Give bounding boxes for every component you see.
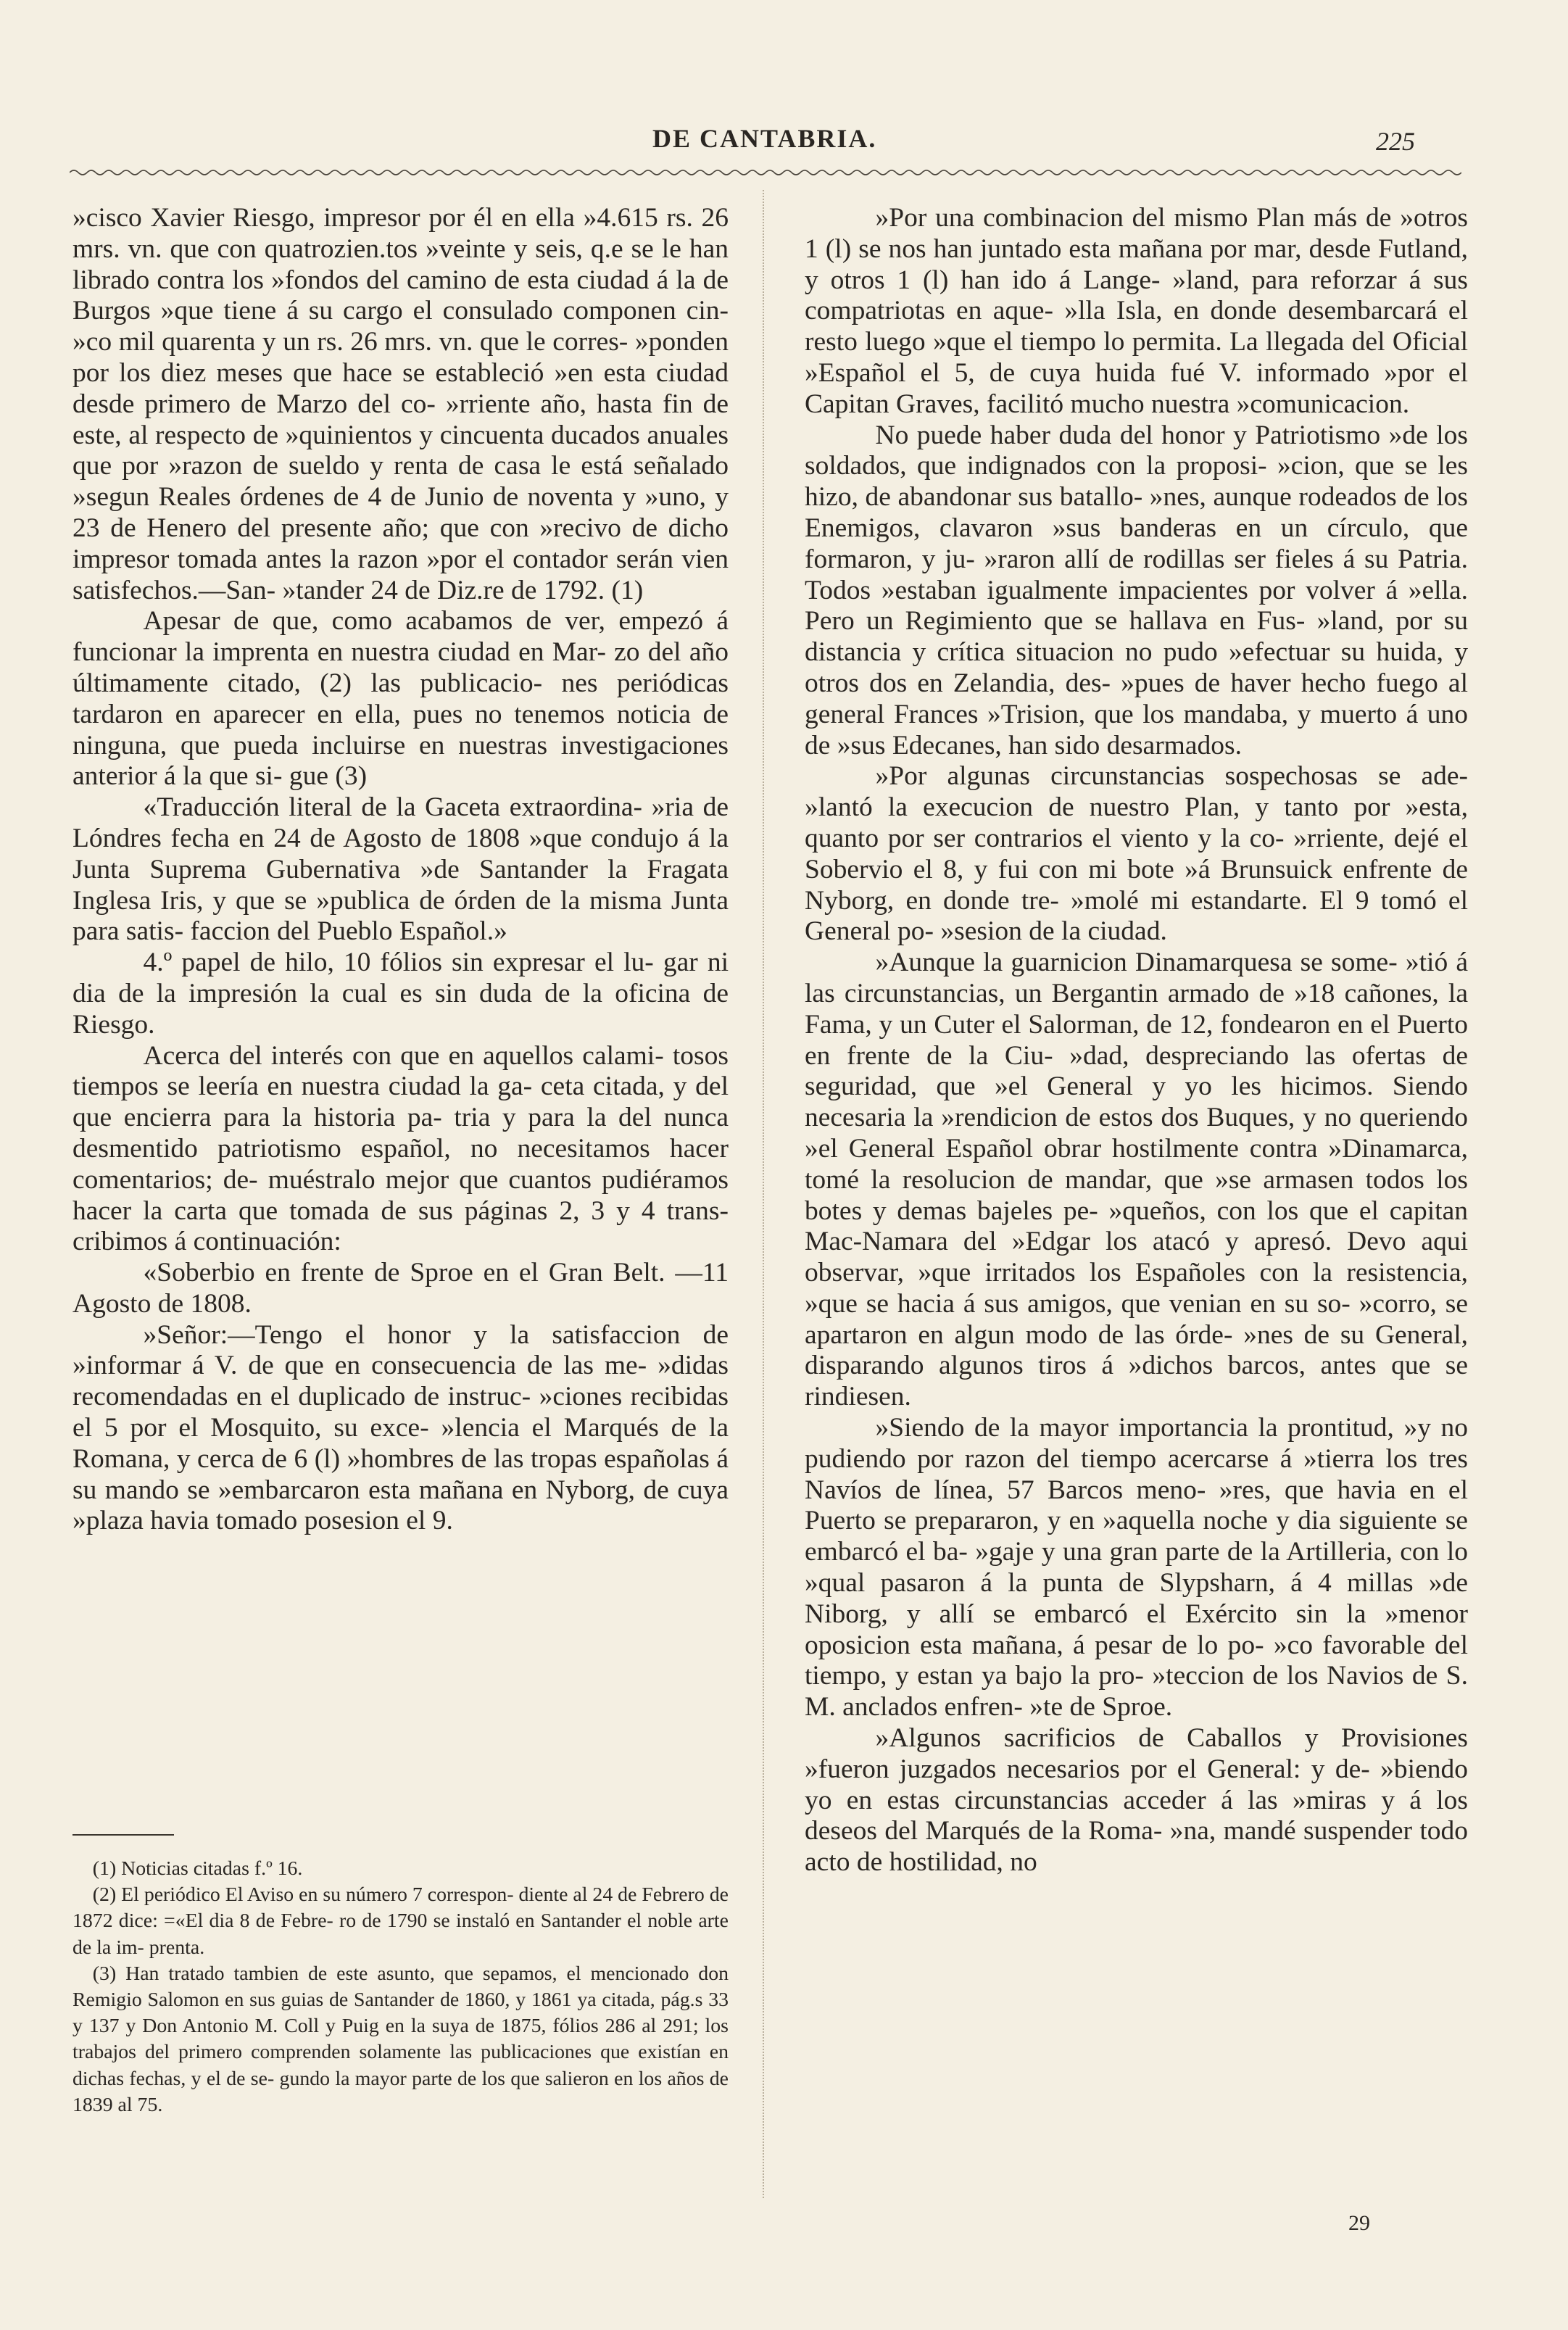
footnote-2: (2) El periódico El Aviso en su número 7 correspon- diente al 24 de Febrero de 1872 dice: =«El dia 8 de Febre- ro de 1790 se instaló en Santander el noble arte de la im- prenta. [72,1883,729,1959]
right-paragraph-3: »Por algunas circunstancias sospechosas se ade- »lantó la execucion de nuestro Plan, y tanto por »esta, quanto por ser contrarios el viento y la co- »rriente, dejé el Sobervio el 8, y fui con mi bote »á Brunsuick enfrente de Nyborg, en donde tre- »molé mi estandarte. El 9 tomó el General po- »sesion de la ciudad. [805,761,1468,947]
left-paragraph-5: Acerca del interés con que en aquellos calami- tosos tiempos se leería en nuestra ciudad la ga- ceta citada, y del que encierra para la historia pa- tria y para la del nunca desmentido patriotismo español, no necesitamos hacer comentarios; de- muéstralo mejor que cuantos pudiéramos hacer la carta que tomada de sus páginas 2, 3 y 4 trans- cribimos á continuación: [72,1040,729,1257]
left-paragraph-7: »Señor:—Tengo el honor y la satisfaccion de »informar á V. de que en consecuencia de las me- »didas recomendadas en el duplicado de instruc- »ciones recibidas el 5 por el Mosquito, su exce- »lencia el Marqués de la Romana, y cerca de 6 (l) »hombres de las tropas españolas á su mando se »embarcaron esta mañana en Nyborg, de cuya »plaza havia tomado posesion el 9. [72,1319,729,1536]
footnote-3: (3) Han tratado tambien de este asunto, que sepamos, el mencionado don Remigio Salomon en sus guias de Santander de 1860, y 1861 ya citada, pág.s 33 y 137 y Don Antonio M. Coll y Puig en la suya de 1875, fólios 286 al 291; los trabajos del primero comprenden solamente las publicaciones que existían en dichas fechas, y el de se- gundo la mayor parte de los que salieron en los años de 1839 al 75. [72,1962,729,2116]
left-paragraph-4: 4.º papel de hilo, 10 fólios sin expresar el lu- gar ni dia de la impresión la cual es sin duda de la oficina de Riesgo. [72,948,729,1040]
footnote-rule [72,1834,174,1836]
right-paragraph-6: »Algunos sacrificios de Caballos y Provisiones »fueron juzgados necesarios por el General: y de- »biendo yo en estas circunstancias acceder á las »miras y á los deseos del Marqués de la Roma- »na, mandé suspender todo acto de hostilidad, no [805,1723,1468,1878]
left-paragraph-6: «Soberbio en frente de Sproe en el Gran Belt. —11 Agosto de 1808. [72,1258,729,1319]
left-paragraph-2: Apesar de que, como acabamos de ver, empezó á funcionar la imprenta en nuestra ciudad en Mar- zo del año últimamente citado, (2) las publicacio- nes periódicas tardaron en aparecer en ella, pues no tenemos noticia de ninguna, que pueda incluirse en nuestras investigaciones anterior á la que si- gue (3) [72,606,729,792]
footnote-1: (1) Noticias citadas f.º 16. [92,1857,303,1880]
left-column [72,203,729,1537]
signature-mark: 29 [1348,2211,1370,2235]
running-head [0,123,1568,167]
left-paragraph-1: »cisco Xavier Riesgo, impresor por él en ella »4.615 rs. 26 mrs. vn. que con quatrozien.tos »veinte y seis, q.e se le han librado contra los »fondos del camino de esta ciudad á la de Burgos »que tiene á su cargo el consulado componen cin- »co mil quarenta y un rs. 26 mrs. vn. que le corres- »ponden por los diez meses que hace se estableció »en esta ciudad desde primero de Marzo del co- »rriente año, hasta fin de este, al respecto de »quinientos y cincuenta ducados anuales que por »razon de sueldo y renta de casa le está señalado »segun Reales órdenes de 4 de Junio de noventa y »uno, y 23 de Henero del presente año; que con »recivo de dicho impresor tomada antes la razon »por el contador serán vien satisfechos.—San- »tander 24 de Diz.re de 1792. (1) [72,203,729,605]
footnotes [72,1856,729,2118]
left-paragraph-3: «Traducción literal de la Gaceta extraordina- »ria de Lóndres fecha en 24 de Agosto de 1808 »que condujo á la Junta Suprema Gubernativa »de Santander la Fragata Inglesa Iris, y que se »publica de órden de la misma Junta para satis- faccion del Pueblo Español.» [72,792,729,947]
right-column [805,203,1468,1878]
right-paragraph-2: No puede haber duda del honor y Patriotismo »de los soldados, que indignados con la proposi- »cion, que se les hizo, de abandonar sus batallo- »nes, aunque rodeados de los Enemigos, clavaron »sus banderas en un círculo, que formaron, y ju- »raron allí de rodillas ser fieles á su Patria. Todos »estaban igualmente impacientes por volver á »ella. Pero un Regimiento que se hallava en Fus- »land, por su distancia y crítica situacion no pudo »efectuar su huida, y otros dos en Zelandia, des- »pues de haver hecho fuego al general Frances »Trision, que los mandaba, y muerto á uno de »sus Edecanes, han sido desarmados. [805,420,1468,760]
page-number: 225 [1376,127,1415,156]
running-title: DE CANTABRIA. [652,124,877,153]
column-divider [763,190,766,2198]
right-paragraph-4: »Aunque la guarnicion Dinamarquesa se some- »tió á las circunstancias, un Bergantin armado de »18 cañones, la Fama, y un Cuter el Salorman, de 12, fondearon en el Puerto en frente de la Ciu- »dad, despreciando las ofertas de seguridad, que »el General y yo les hicimos. Siendo necesaria la »rendicion de estos dos Buques, y no queriendo »el General Español obrar hostilmente contra »Dinamarca, tomé la resolucion de mandar, que »se armasen todos los botes y demas bajeles pe- »queños, con los que el capitan Mac-Namara del »Edgar los atacó y apresó. Devo aqui observar, »que irritados los Españoles con la resistencia, »que se hacia á sus amigos, que venian en su so- »corro, se apartaron en algun modo de las órde- »nes de su General, disparando algunos tiros á »dichos barcos, antes que se rindiesen. [805,948,1468,1412]
right-paragraph-5: »Siendo de la mayor importancia la prontitud, »y no pudiendo por razon del tiempo acercarse á »tierra los tres Navíos de línea, 57 Barcos meno- »res, que havia en el Puerto se prepararon, y en »aquella noche y dia siguiente se embarcó el ba- »gaje y una gran parte de la Artilleria, con lo »qual pasaron á la punta de Slypsharn, á 4 millas »de Niborg, y allí se embarcó el Exército sin la »menor oposicion esta mañana, á pesar de lo po- »co favorable del tiempo, y estan ya bajo la pro- »teccion de los Navios de S. M. anclados enfren- »te de Sproe. [805,1413,1468,1722]
right-paragraph-1: »Por una combinacion del mismo Plan más de »otros 1 (l) se nos han juntado esta mañana por mar, desde Futland, y otros 1 (l) han ido á Lange- »land, para reforzar á sus compatriotas en aque- »lla Isla, en donde desembarcará el resto luego »que el tiempo lo permita. La llegada del Oficial »Español el 5, de cuya huida fué V. informado »por el Capitan Graves, facilitó mucho nuestra »comunicacion. [805,203,1468,419]
header-wavy-rule [70,168,1461,177]
